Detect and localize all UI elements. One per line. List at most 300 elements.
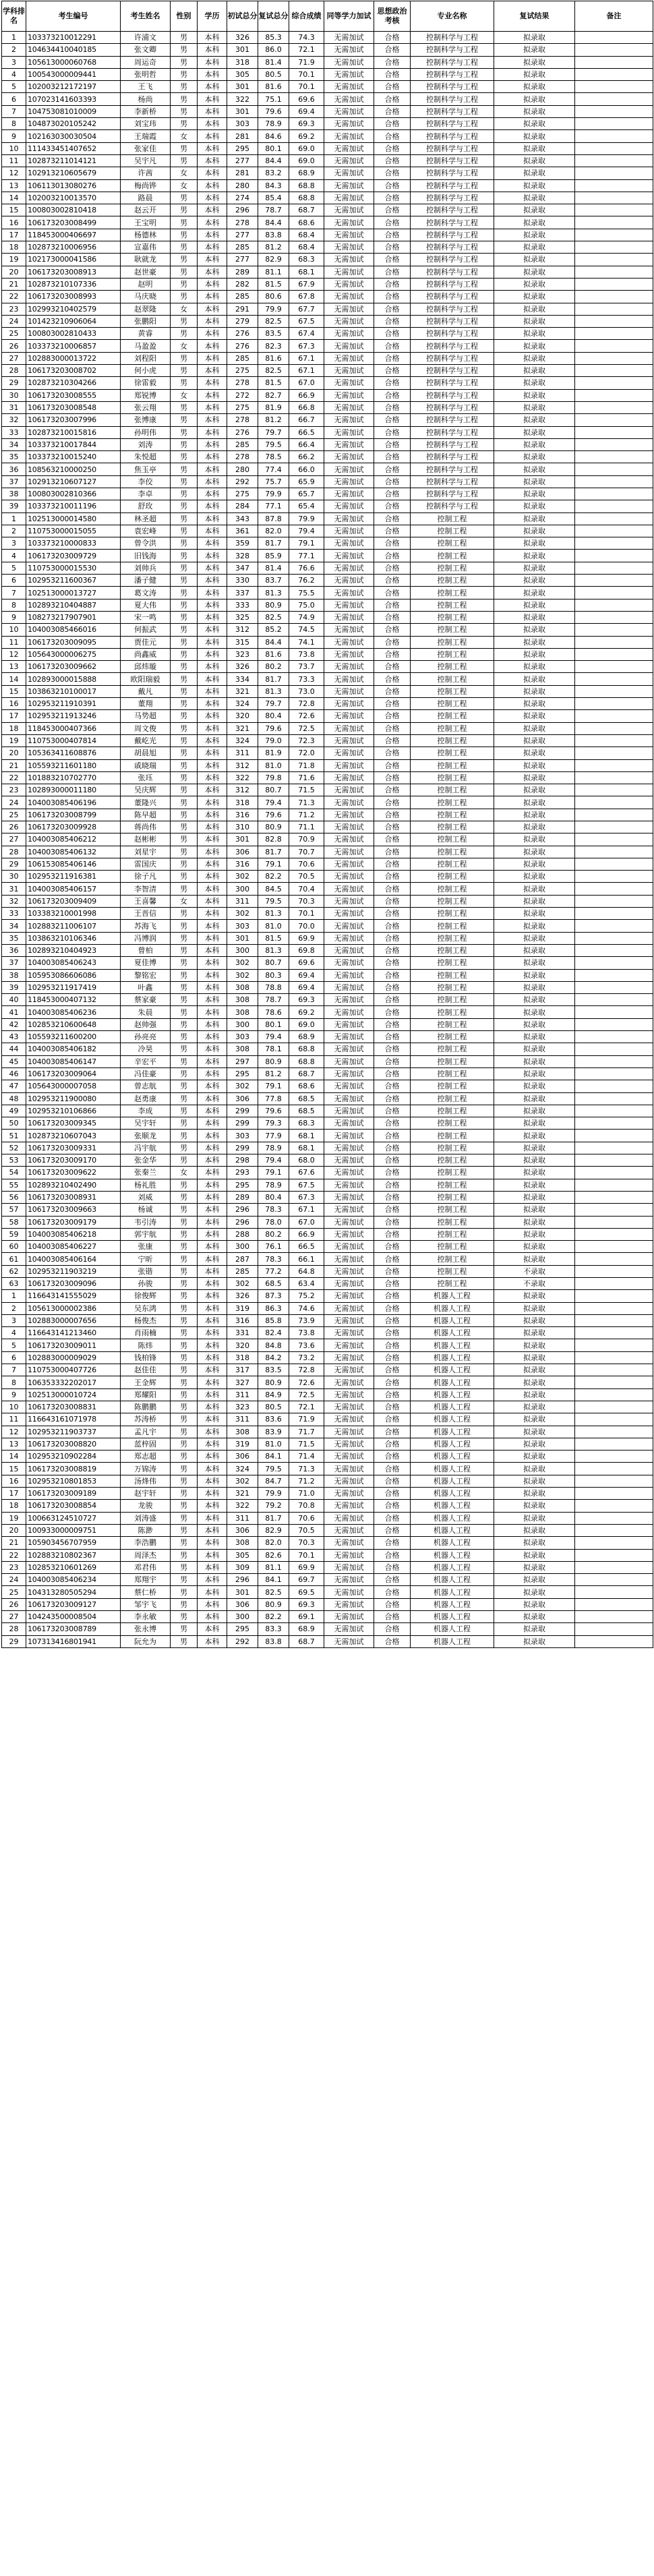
remarks-cell [575,883,653,895]
equivalent-test-cell: 无需加试 [324,266,374,278]
political-review-cell: 合格 [374,648,411,660]
retest-result-cell: 拟录取 [494,1401,575,1413]
education-cell: 本科 [198,833,227,846]
rank-cell: 58 [2,1216,26,1228]
political-review-cell: 合格 [374,1006,411,1018]
initial-score-cell: 301 [227,44,258,56]
name-cell: 钱柏锋 [121,1351,171,1364]
initial-score-cell: 275 [227,401,258,413]
initial-score-cell: 326 [227,32,258,44]
gender-cell: 女 [171,179,198,192]
remarks-cell [575,105,653,117]
initial-score-cell: 295 [227,142,258,154]
equivalent-test-cell: 无需加试 [324,1524,374,1536]
retest-score-cell: 77.1 [258,500,289,513]
retest-score-cell: 78.8 [258,981,289,993]
remarks-cell [575,56,653,68]
composite-score-cell: 69.3 [289,118,324,130]
major-cell: 控制科学与工程 [411,204,494,216]
table-row [2,1438,653,1450]
composite-score-cell: 69.7 [289,1574,324,1586]
remarks-cell [575,1228,653,1240]
name-cell: 蔡家豪 [121,994,171,1006]
major-cell: 机器人工程 [411,1413,494,1426]
equivalent-test-cell: 无需加试 [324,1574,374,1586]
gender-cell: 男 [171,1179,198,1191]
remarks-cell [575,1339,653,1351]
initial-score-cell: 280 [227,463,258,475]
political-review-cell: 合格 [374,105,411,117]
initial-score-cell: 276 [227,328,258,340]
major-cell: 控制科学与工程 [411,291,494,303]
equivalent-test-cell: 无需加试 [324,352,374,364]
major-cell: 机器人工程 [411,1488,494,1500]
political-review-cell: 合格 [374,562,411,574]
table-row [2,1290,653,1302]
remarks-cell [575,118,653,130]
political-review-cell: 合格 [374,1561,411,1573]
gender-cell: 男 [171,365,198,377]
political-review-cell: 合格 [374,303,411,315]
gender-cell: 男 [171,401,198,413]
candidate-id-cell: 116643141555029 [26,1290,121,1302]
retest-result-cell: 拟录取 [494,1586,575,1598]
initial-score-cell: 277 [227,154,258,167]
rank-cell: 37 [2,475,26,488]
candidate-id-cell: 106353332202017 [26,1376,121,1388]
political-review-cell: 合格 [374,179,411,192]
name-cell: 夏佳博 [121,957,171,969]
name-cell: 吴庆辉 [121,784,171,796]
retest-result-cell: 拟录取 [494,167,575,179]
retest-result-cell: 拟录取 [494,68,575,80]
table-row [2,599,653,611]
composite-score-cell: 67.5 [289,315,324,327]
rank-cell: 18 [2,1500,26,1512]
gender-cell: 男 [171,1314,198,1326]
gender-cell: 男 [171,216,198,229]
table-row [2,1130,653,1142]
table-row [2,229,653,241]
political-review-cell: 合格 [374,846,411,858]
retest-result-cell: 拟录取 [494,994,575,1006]
name-cell: 梅尚铧 [121,179,171,192]
gender-cell: 男 [171,575,198,587]
political-review-cell: 合格 [374,68,411,80]
education-cell: 本科 [198,167,227,179]
gender-cell: 男 [171,734,198,747]
initial-score-cell: 347 [227,562,258,574]
name-cell: 冷昊 [121,1043,171,1055]
retest-result-cell: 拟录取 [494,1055,575,1067]
name-cell: 戴凡 [121,685,171,697]
equivalent-test-cell: 无需加试 [324,414,374,426]
composite-score-cell: 79.9 [289,513,324,525]
candidate-id-cell: 106173203009729 [26,550,121,562]
retest-result-cell: 拟录取 [494,1611,575,1623]
retest-result-cell: 拟录取 [494,908,575,920]
education-cell: 本科 [198,291,227,303]
major-cell: 控制科学与工程 [411,488,494,500]
retest-score-cell: 80.1 [258,1018,289,1030]
candidate-id-cell: 104003085466016 [26,624,121,636]
name-cell: 夏大伟 [121,599,171,611]
name-cell: 周泽杰 [121,1549,171,1561]
initial-score-cell: 301 [227,833,258,846]
rank-cell: 1 [2,1290,26,1302]
composite-score-cell: 71.0 [289,1488,324,1500]
table-row [2,1055,653,1067]
candidate-id-cell: 100803002810366 [26,488,121,500]
initial-score-cell: 311 [227,895,258,907]
major-cell: 控制科学与工程 [411,438,494,450]
education-cell: 本科 [198,673,227,685]
major-cell: 控制工程 [411,1018,494,1030]
equivalent-test-cell: 无需加试 [324,254,374,266]
retest-result-cell: 拟录取 [494,871,575,883]
remarks-cell [575,1277,653,1289]
gender-cell: 男 [171,562,198,574]
initial-score-cell: 317 [227,1364,258,1376]
remarks-cell [575,981,653,993]
retest-result-cell: 拟录取 [494,365,575,377]
retest-score-cell: 81.0 [258,1438,289,1450]
political-review-cell: 合格 [374,981,411,993]
education-cell: 本科 [198,1043,227,1055]
retest-result-cell: 拟录取 [494,1302,575,1314]
political-review-cell: 合格 [374,414,411,426]
political-review-cell: 合格 [374,44,411,56]
table-row [2,1216,653,1228]
table-row [2,192,653,204]
candidate-id-cell: 102953211910391 [26,698,121,710]
retest-result-cell: 拟录取 [494,266,575,278]
candidate-id-cell: 103373210006857 [26,340,121,352]
initial-score-cell: 320 [227,1339,258,1351]
major-cell: 控制科学与工程 [411,105,494,117]
political-review-cell: 合格 [374,722,411,734]
initial-score-cell: 275 [227,488,258,500]
initial-score-cell: 319 [227,1302,258,1314]
name-cell: 李佼 [121,475,171,488]
major-cell: 机器人工程 [411,1635,494,1647]
gender-cell: 男 [171,550,198,562]
retest-score-cell: 79.5 [258,1463,289,1475]
education-cell: 本科 [198,957,227,969]
composite-score-cell: 70.9 [289,833,324,846]
gender-cell: 男 [171,377,198,389]
gender-cell: 男 [171,1426,198,1438]
retest-result-cell: 拟录取 [494,1067,575,1080]
political-review-cell: 合格 [374,895,411,907]
political-review-cell: 合格 [374,821,411,833]
candidate-id-cell: 102003212172197 [26,81,121,93]
initial-score-cell: 297 [227,1055,258,1067]
remarks-cell [575,1031,653,1043]
major-cell: 控制科学与工程 [411,142,494,154]
name-cell: 宁昕 [121,1253,171,1265]
retest-result-cell: 拟录取 [494,1561,575,1573]
major-cell: 控制工程 [411,833,494,846]
name-cell: 李卓 [121,488,171,500]
remarks-cell [575,475,653,488]
gender-cell: 男 [171,809,198,821]
candidate-id-cell: 105953086606086 [26,969,121,981]
candidate-id-cell: 100803002810418 [26,204,121,216]
composite-score-cell: 68.8 [289,1043,324,1055]
retest-score-cell: 81.3 [258,908,289,920]
gender-cell: 男 [171,1339,198,1351]
major-cell: 控制工程 [411,821,494,833]
name-cell: 王宝明 [121,216,171,229]
composite-score-cell: 68.5 [289,1092,324,1105]
name-cell: 郭宇航 [121,1228,171,1240]
candidate-id-cell: 102853210600648 [26,1018,121,1030]
composite-score-cell: 71.9 [289,1413,324,1426]
political-review-cell: 合格 [374,1142,411,1154]
name-cell: 张明哲 [121,68,171,80]
education-cell: 本科 [198,93,227,105]
composite-score-cell: 68.7 [289,204,324,216]
table-row [2,81,653,93]
name-cell: 苏海飞 [121,920,171,932]
retest-result-cell: 拟录取 [494,796,575,809]
initial-score-cell: 318 [227,1351,258,1364]
political-review-cell: 合格 [374,1451,411,1463]
major-cell: 机器人工程 [411,1364,494,1376]
equivalent-test-cell: 无需加试 [324,1142,374,1154]
equivalent-test-cell: 无需加试 [324,734,374,747]
name-cell: 邱炜璇 [121,661,171,673]
initial-score-cell: 300 [227,944,258,956]
candidate-id-cell: 102893000011180 [26,784,121,796]
retest-score-cell: 81.7 [258,537,289,550]
composite-score-cell: 63.4 [289,1277,324,1289]
gender-cell: 男 [171,1598,198,1610]
education-cell: 本科 [198,68,227,80]
remarks-cell [575,1018,653,1030]
remarks-cell [575,414,653,426]
education-cell: 本科 [198,1204,227,1216]
rank-cell: 8 [2,118,26,130]
name-cell: 杨尚 [121,93,171,105]
rank-cell: 51 [2,1130,26,1142]
composite-score-cell: 68.4 [289,229,324,241]
candidate-id-cell: 106173203009179 [26,1216,121,1228]
gender-cell: 男 [171,1092,198,1105]
retest-score-cell: 79.9 [258,1488,289,1500]
rank-cell: 13 [2,1438,26,1450]
retest-result-cell: 拟录取 [494,513,575,525]
table-row [2,167,653,179]
retest-result-cell: 拟录取 [494,1241,575,1253]
initial-score-cell: 308 [227,1537,258,1549]
retest-result-cell: 拟录取 [494,1142,575,1154]
composite-score-cell: 69.4 [289,969,324,981]
equivalent-test-cell: 无需加试 [324,154,374,167]
rank-cell: 4 [2,68,26,80]
name-cell: 陈鹏鹏 [121,1401,171,1413]
equivalent-test-cell: 无需加试 [324,438,374,450]
table-row [2,377,653,389]
candidate-id-cell: 102953211900080 [26,1092,121,1105]
retest-result-cell: 拟录取 [494,291,575,303]
table-row [2,1635,653,1647]
remarks-cell [575,710,653,722]
education-cell: 本科 [198,303,227,315]
table-row [2,1277,653,1289]
candidate-id-cell: 104873020105242 [26,118,121,130]
retest-score-cell: 78.5 [258,451,289,463]
table-row [2,698,653,710]
remarks-cell [575,1475,653,1487]
remarks-cell [575,229,653,241]
rank-cell: 26 [2,1598,26,1610]
remarks-cell [575,241,653,254]
rank-cell: 12 [2,1426,26,1438]
initial-score-cell: 301 [227,1586,258,1598]
candidate-id-cell: 105363411608876 [26,747,121,759]
composite-score-cell: 66.4 [289,438,324,450]
major-cell: 控制工程 [411,871,494,883]
education-cell: 本科 [198,241,227,254]
retest-result-cell: 拟录取 [494,661,575,673]
political-review-cell: 合格 [374,599,411,611]
name-cell: 邓君伟 [121,1561,171,1573]
initial-score-cell: 309 [227,1561,258,1573]
equivalent-test-cell: 无需加试 [324,1635,374,1647]
retest-score-cell: 79.6 [258,105,289,117]
table-row [2,759,653,771]
candidate-id-cell: 106173203008789 [26,1623,121,1635]
retest-result-cell: 拟录取 [494,1376,575,1388]
education-cell: 本科 [198,192,227,204]
education-cell: 本科 [198,204,227,216]
remarks-cell [575,809,653,821]
remarks-cell [575,500,653,513]
table-row [2,315,653,327]
composite-score-cell: 67.0 [289,1216,324,1228]
table-row [2,673,653,685]
retest-score-cell: 82.5 [258,1586,289,1598]
retest-result-cell: 拟录取 [494,1524,575,1536]
retest-score-cell: 82.9 [258,1524,289,1536]
education-cell: 本科 [198,562,227,574]
remarks-cell [575,1364,653,1376]
rank-cell: 37 [2,957,26,969]
political-review-cell: 合格 [374,550,411,562]
gender-cell: 女 [171,303,198,315]
initial-score-cell: 281 [227,167,258,179]
candidate-id-cell: 106173203008820 [26,1438,121,1450]
political-review-cell: 合格 [374,1228,411,1240]
rank-cell: 26 [2,340,26,352]
gender-cell: 男 [171,1537,198,1549]
composite-score-cell: 71.5 [289,784,324,796]
gender-cell: 男 [171,1216,198,1228]
rank-cell: 62 [2,1265,26,1277]
retest-result-cell: 拟录取 [494,1463,575,1475]
initial-score-cell: 316 [227,1314,258,1326]
political-review-cell: 合格 [374,154,411,167]
composite-score-cell: 70.8 [289,1500,324,1512]
major-cell: 控制工程 [411,944,494,956]
major-cell: 控制工程 [411,1067,494,1080]
remarks-cell [575,1265,653,1277]
retest-result-cell: 拟录取 [494,1130,575,1142]
candidate-id-cell: 106173203009127 [26,1598,121,1610]
equivalent-test-cell: 无需加试 [324,1451,374,1463]
equivalent-test-cell: 无需加试 [324,1167,374,1179]
major-cell: 机器人工程 [411,1574,494,1586]
retest-score-cell: 80.9 [258,821,289,833]
gender-cell: 男 [171,192,198,204]
initial-score-cell: 328 [227,550,258,562]
table-row [2,525,653,537]
candidate-id-cell: 102173000041586 [26,254,121,266]
retest-score-cell: 78.7 [258,204,289,216]
remarks-cell [575,328,653,340]
equivalent-test-cell: 无需加试 [324,871,374,883]
political-review-cell: 合格 [374,1327,411,1339]
name-cell: 张金华 [121,1154,171,1167]
initial-score-cell: 302 [227,871,258,883]
major-cell: 控制工程 [411,1006,494,1018]
candidate-id-cell: 102873210015816 [26,426,121,438]
name-cell: 郑翔宇 [121,1574,171,1586]
equivalent-test-cell: 无需加试 [324,401,374,413]
gender-cell: 男 [171,722,198,734]
equivalent-test-cell: 无需加试 [324,858,374,870]
gender-cell: 男 [171,525,198,537]
retest-score-cell: 75.1 [258,93,289,105]
retest-score-cell: 80.9 [258,1376,289,1388]
retest-score-cell: 77.8 [258,1092,289,1105]
retest-score-cell: 87.8 [258,513,289,525]
rank-cell: 57 [2,1204,26,1216]
retest-result-cell: 拟录取 [494,1549,575,1561]
name-cell: 张珏 [121,771,171,784]
table-row [2,1167,653,1179]
retest-score-cell: 79.1 [258,1167,289,1179]
name-cell: 杨礼胜 [121,1179,171,1191]
education-cell: 本科 [198,624,227,636]
name-cell: 阮允为 [121,1635,171,1647]
candidate-id-cell: 106173203009928 [26,821,121,833]
rank-cell: 36 [2,944,26,956]
remarks-cell [575,611,653,623]
name-cell: 张顺龙 [121,1130,171,1142]
gender-cell: 男 [171,426,198,438]
major-cell: 控制工程 [411,673,494,685]
retest-score-cell: 84.3 [258,179,289,192]
remarks-cell [575,254,653,266]
gender-cell: 男 [171,1067,198,1080]
name-cell: 周文俊 [121,722,171,734]
education-cell: 本科 [198,537,227,550]
gender-cell: 男 [171,44,198,56]
political-review-cell: 合格 [374,1265,411,1277]
political-review-cell: 合格 [374,365,411,377]
table-row [2,278,653,290]
composite-score-cell: 74.5 [289,624,324,636]
remarks-cell [575,1413,653,1426]
education-cell: 本科 [198,438,227,450]
political-review-cell: 合格 [374,475,411,488]
remarks-cell [575,93,653,105]
equivalent-test-cell: 无需加试 [324,204,374,216]
remarks-cell [575,377,653,389]
